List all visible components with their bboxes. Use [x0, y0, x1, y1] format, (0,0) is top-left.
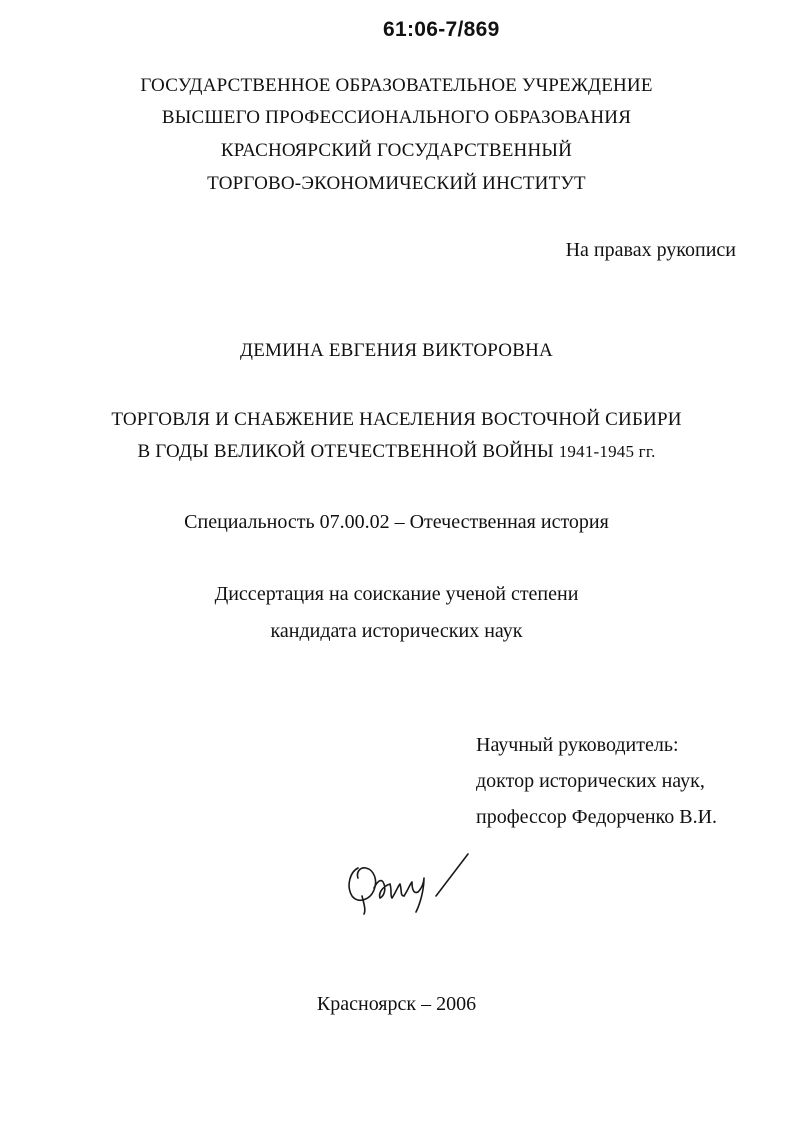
- institution-line-3: КРАСНОЯРСКИЙ ГОСУДАРСТВЕННЫЙ: [220, 140, 573, 161]
- place-and-year: Красноярск – 2006: [316, 993, 477, 1015]
- manuscript-note: На правах рукописи: [565, 239, 736, 261]
- supervisor-label: Научный руководитель:: [476, 734, 679, 756]
- institution-line-1: ГОСУДАРСТВЕННОЕ ОБРАЗОВАТЕЛЬНОЕ УЧРЕЖДЕНИЕ: [140, 75, 653, 96]
- title-line-1: ТОРГОВЛЯ И СНАБЖЕНИЕ НАСЕЛЕНИЯ ВОСТОЧНОЙ СИБИРИ: [111, 409, 682, 430]
- supervisor-degree: доктор исторических наук,: [476, 770, 705, 792]
- archive-code: 61:06-7/869: [383, 18, 500, 41]
- title-line-2: [0, 441, 793, 463]
- dissertation-line-2: кандидата исторических наук: [270, 620, 523, 642]
- title-years: 1941-1945 гг.: [558, 442, 656, 461]
- institution-line-2: ВЫСШЕГО ПРОФЕССИОНАЛЬНОГО ОБРАЗОВАНИЯ: [161, 107, 632, 128]
- institution-line-4: ТОРГОВО-ЭКОНОМИЧЕСКИЙ ИНСТИТУТ: [207, 173, 586, 194]
- title-line-2-text: В ГОДЫ ВЕЛИКОЙ ОТЕЧЕСТВЕННОЙ ВОЙНЫ: [137, 441, 559, 462]
- specialty: Специальность 07.00.02 – Отечественная история: [184, 511, 609, 533]
- author-name: ДЕМИНА ЕВГЕНИЯ ВИКТОРОВНА: [240, 340, 553, 361]
- dissertation-line-1: Диссертация на соискание ученой степени: [214, 583, 579, 605]
- handwritten-signature: [340, 838, 480, 918]
- supervisor-name: профессор Федорченко В.И.: [476, 806, 718, 828]
